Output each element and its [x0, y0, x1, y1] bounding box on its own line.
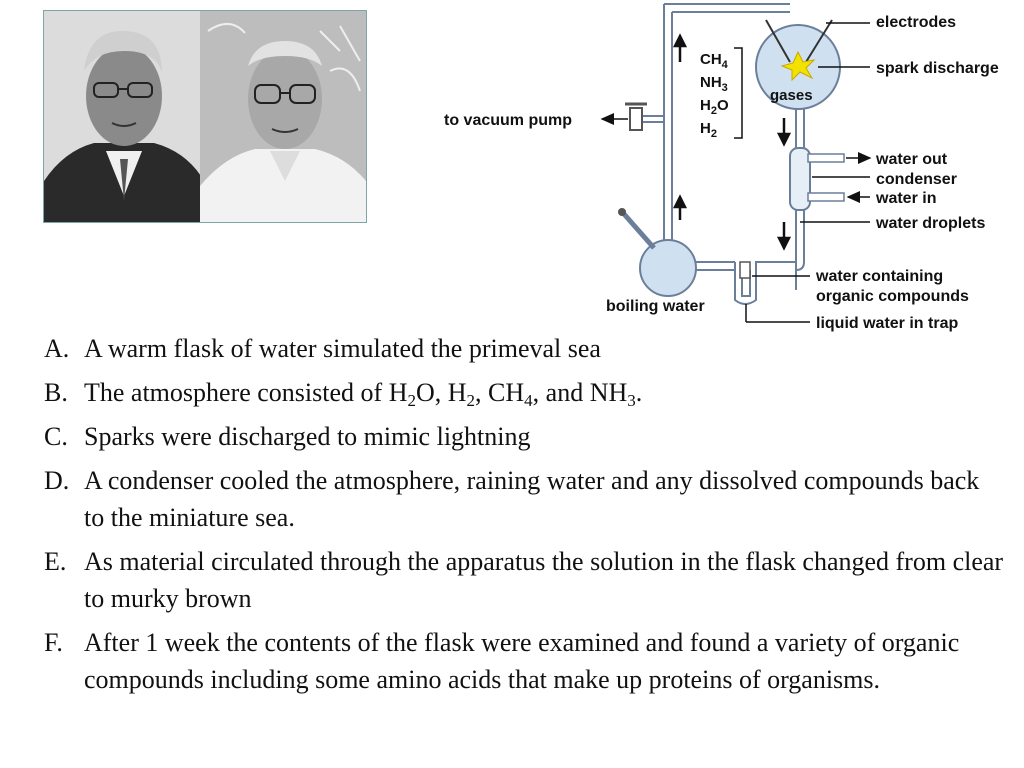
- label-boiling-water: boiling water: [606, 298, 705, 315]
- step-letter: C.: [44, 422, 68, 451]
- step-text: A warm flask of water simulated the primeval sea: [84, 334, 601, 363]
- gas-nh3: $NH_3$: [700, 74, 728, 94]
- step-c: [44, 418, 1004, 455]
- step-b: [44, 374, 1004, 411]
- step-letter: A.: [44, 334, 70, 363]
- step-text: As material circulated through the apparatus the solution in the flask changed from clear to murky brown: [84, 547, 1004, 613]
- gas-list: [700, 48, 742, 140]
- label-water-out: water out: [876, 151, 948, 168]
- step-d: [44, 462, 1004, 536]
- label-liquid-trap: liquid water in trap: [816, 315, 959, 332]
- label-condenser: condenser: [876, 171, 957, 188]
- stopcock-icon: [630, 108, 642, 130]
- step-letter: D.: [44, 466, 70, 495]
- label-water-droplets: water droplets: [876, 215, 986, 232]
- water-out-port: [808, 154, 844, 162]
- step-text: After 1 week the contents of the flask were examined and found a variety of organic compounds including some amino acids that make up proteins of organisms.: [84, 628, 960, 694]
- heater-rod: [624, 214, 654, 248]
- step-letter: B.: [44, 378, 68, 407]
- experiment-steps: [44, 330, 1004, 705]
- label-gases: gases: [770, 87, 813, 104]
- label-organic-2: organic compounds: [816, 288, 969, 305]
- boiling-flask: [640, 240, 696, 296]
- gas-h2: $H_2$: [700, 120, 717, 140]
- label-spark-discharge: spark discharge: [876, 60, 999, 77]
- step-letter: E.: [44, 547, 67, 576]
- label-vacuum-pump: to vacuum pump: [444, 112, 573, 129]
- step-e: [44, 543, 1004, 617]
- gas-h2o: $H_2O$: [700, 97, 729, 117]
- step-a: [44, 330, 1004, 367]
- water-in-port: [808, 193, 844, 201]
- step-letter: F.: [44, 628, 63, 657]
- miller-urey-apparatus-diagram: [0, 0, 1024, 340]
- condenser-jacket: [790, 148, 810, 210]
- step-text: Sparks were discharged to mimic lightning: [84, 422, 531, 451]
- label-organic-1: water containing: [816, 268, 944, 285]
- step-f: [44, 624, 1004, 698]
- label-water-in: water in: [876, 190, 937, 207]
- step-text: The atmosphere consisted of $H_2O$, $H_2$, $CH_4$, and $NH_3$.: [84, 378, 643, 410]
- label-electrodes: electrodes: [876, 14, 957, 31]
- gas-ch4: $CH_4$: [700, 51, 728, 71]
- step-text: A condenser cooled the atmosphere, raining water and any dissolved compounds back to the miniature sea.: [84, 466, 980, 532]
